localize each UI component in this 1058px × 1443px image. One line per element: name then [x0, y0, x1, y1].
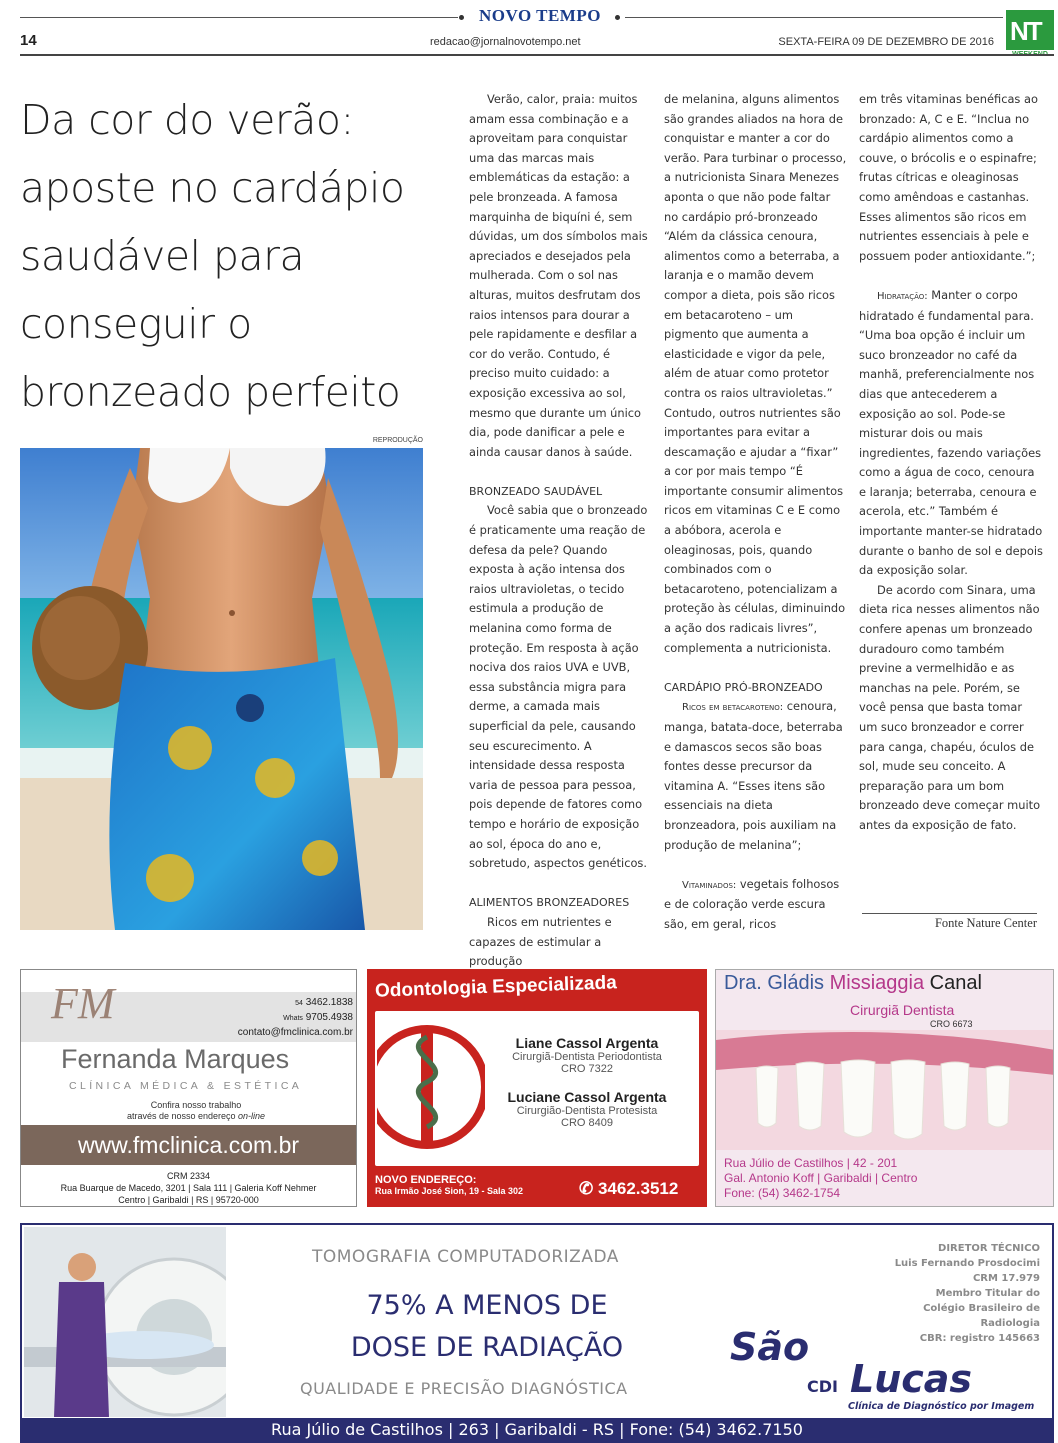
phone-prefix: 54	[295, 1000, 303, 1007]
source-divider	[862, 913, 1037, 914]
fm-tagline: CLÍNICA MÉDICA & ESTÉTICA	[69, 1080, 303, 1092]
dentist-role: Cirurgiã-Dentista Periodontista	[512, 1051, 662, 1063]
name-part: Missiaggia	[829, 972, 925, 994]
cdi-headline-line: 75% A MENOS DE	[366, 1290, 608, 1321]
header-divider	[20, 54, 1054, 56]
article-paragraph	[664, 875, 848, 935]
fm-monogram: FM	[51, 979, 115, 1028]
new-address-label: NOVO ENDEREÇO:	[375, 1174, 477, 1186]
headline-line: conseguir o	[20, 300, 252, 348]
headline-line: saudável para	[20, 232, 305, 280]
article-paragraph	[859, 286, 1043, 581]
addr-line: Gal. Antonio Koff | Garibaldi | Centro	[724, 1171, 918, 1185]
confira-line: Confira nosso trabalho	[150, 1100, 242, 1110]
lead-in: Hidratação:	[877, 290, 928, 302]
dentist-role: Cirurgião-Dentista Protesista	[516, 1105, 658, 1117]
cdi-headline-line: DOSE DE RADIAÇÃO	[350, 1332, 624, 1363]
ad-dra-gladis[interactable]	[715, 969, 1054, 1207]
cdi-logo-cdi: CDI	[807, 1377, 838, 1396]
cdi-director	[852, 1241, 1040, 1346]
confira-line: através de nosso endereço	[126, 1111, 239, 1121]
headline-line: aposte no cardápio	[20, 164, 405, 212]
article-column-3	[859, 90, 1043, 836]
fm-addr-line: Rua Buarque de Macedo, 3201 | Sala 111 | Galeria Koff Nehmer	[60, 1183, 317, 1193]
teeth-image	[716, 1030, 1054, 1150]
odonto-address	[375, 1174, 523, 1196]
fm-confira	[81, 1100, 311, 1122]
whats-label: Whats	[283, 1015, 303, 1022]
gladis-cro: CRO 6673	[930, 1019, 973, 1029]
gladis-phone[interactable]: Fone: (54) 3462-1754	[724, 1186, 841, 1200]
cdi-quality: QUALIDADE E PRECISÃO DIAGNÓSTICA	[300, 1379, 628, 1398]
masthead: NOVO TEMPO	[479, 6, 601, 25]
article-column-1	[469, 90, 653, 972]
online-word: on-line	[238, 1111, 266, 1121]
fm-name: Fernanda Marques	[61, 1044, 290, 1074]
director-label: DIRETOR TÉCNICO	[938, 1243, 1040, 1254]
newsroom-email[interactable]: redacao@jornalnovotempo.net	[430, 36, 581, 48]
dentist-name: Liane Cassol Argenta	[515, 1035, 659, 1051]
gladis-name	[724, 972, 982, 995]
ct-scan-photo	[24, 1227, 226, 1417]
ad-fernanda-marques[interactable]	[20, 969, 357, 1207]
article-headline	[20, 86, 440, 426]
nt-weekend-logo	[1006, 10, 1054, 60]
woman-with-coconut-illustration	[20, 448, 423, 930]
fm-addr-line: Centro | Garibaldi | RS | 95720-000	[118, 1195, 259, 1205]
paragraph-text: Manter o corpo hidratado é fundamental para. “Uma boa opção é incluir um suco bronzeador no café da manhã, preferencialmente nos dias que antecederem a exposição ao sol. Pode-se misturar dois ou mais ingredientes, fazendo variações como a água de coco, cenoura e laranja; beterraba, cenoura e acerola, etc.” Também é importante manter-se hidratado durante o banho de sol e depois da exposição solar.	[859, 287, 1043, 578]
header-dot-right	[615, 15, 620, 20]
headline-line: bronzeado perfeito	[20, 368, 401, 416]
name-part: Dra. Gládis	[724, 972, 830, 994]
cdi-topline: TOMOGRAFIA COMPUTADORIZADA	[312, 1247, 619, 1267]
gladis-address	[724, 1156, 917, 1201]
lead-in: Ricos em betacaroteno:	[682, 702, 784, 714]
article-source: Fonte Nature Center	[934, 916, 1037, 930]
article-paragraph: de melanina, alguns alimentos são grandes aliados na hora de conquistar e manter a cor do verão. Para turbinar o processo, a nutricionista Sinara Menezes aponta o que não pode faltar no cardápio pró-bronzeado “Além da clássica cenoura, alimentos como a beterraba, a laranja e o mamão devem compor a dieta, pois são ricos em betacaroteno – um pigmento que aumenta a elasticidade e vigor da pele, além de atuar como protetor contra os raios ultravioletas.” Contudo, outros nutrientes são importantes para evitar a descamação e ajudar a “fixar” a cor por mais tempo “É importante consumir alimentos ricos em vitaminas C e E como a abóbora, acerola e oleaginosas, pois, quando combinados com o betacaroteno, potencializam a proteção às células, diminuindo a ação dos radicais livres”, complementa a nutricionista.	[664, 92, 847, 655]
member-line: Membro Titular do	[935, 1288, 1040, 1299]
cdi-logo-lucas: Lucas	[850, 1357, 973, 1401]
member-line: Radiologia	[980, 1318, 1040, 1329]
caduceus-icon	[377, 1017, 485, 1157]
director-crm: CRM 17.979	[972, 1273, 1040, 1284]
odonto-phone[interactable]	[579, 1179, 678, 1199]
article-paragraph: De acordo com Sinara, uma dieta rica nesses alimentos não confere apenas um bronzeado duradouro como também previne a vermelhidão e as manchas na pele. Porém, se você pensa que basta tomar um suco bronzeador e correr para canga, chapéu, óculos de sol, mude seu conceito. A preparação para um bom bronzeado deve começar muito antes da exposição de fato.	[859, 582, 1041, 832]
addr-line: Rua Júlio de Castilhos | 42 - 201	[724, 1156, 898, 1170]
gladis-role: Cirurgiã Dentista	[850, 1002, 955, 1018]
cdi-headline	[322, 1285, 652, 1369]
lead-in: Vitaminados:	[682, 879, 737, 891]
fm-whats[interactable]: 9705.4938	[305, 1012, 353, 1023]
article-paragraph: em três vitaminas benéficas ao bronzado: A, C e E. “Inclua no cardápio alimentos como a couve, o brócolis e o espinafre; frutas cítricas e oleaginosas como amêndoas e castanhas. Esses alimentos são ricos em nutrientes essenciais à pele e possuem poder antioxidante.”;	[859, 92, 1038, 263]
fm-contacts	[171, 996, 353, 1040]
fm-url[interactable]: www.fmclinica.com.br	[21, 1125, 356, 1165]
new-address: Rua Irmão José Sion, 19 - Sala 302	[375, 1186, 524, 1196]
beach-photo	[20, 448, 423, 930]
logo-letters: NT	[1010, 16, 1041, 46]
page-number: 14	[20, 32, 37, 49]
ad-cdi-sao-lucas[interactable]	[20, 1223, 1054, 1443]
name-part: Canal	[924, 972, 982, 994]
article-paragraph: Ricos em nutrientes e capazes de estimular a produção	[469, 914, 612, 969]
header-rule-right	[625, 17, 1003, 18]
phone-number: 3462.3512	[597, 1179, 679, 1198]
cbr-registro: CBR: registro 145663	[919, 1333, 1040, 1344]
paragraph-text: cenoura, manga, batata-doce, beterraba e damascos secos são boas fontes desse precursor da vitamina A. “Esses itens são essenciais na dieta bronzeadora, pois auxiliam na produção de melanina”;	[664, 699, 843, 852]
section-subhead: CARDÁPIO PRÓ-BRONZEADO	[664, 680, 823, 694]
section-subhead: BRONZEADO SAUDÁVEL	[469, 484, 603, 498]
phone-icon: ✆	[579, 1179, 598, 1198]
issue-date: SEXTA-FEIRA 09 DE DEZEMBRO DE 2016	[778, 36, 994, 48]
fm-phone[interactable]: 3462.1838	[305, 997, 353, 1008]
photo-credit: REPRODUÇÃO	[372, 437, 423, 444]
cdi-footer-address: Rua Júlio de Castilhos | 263 | Garibaldi - RS | Fone: (54) 3462.7150	[22, 1418, 1052, 1441]
dentist-name: Luciane Cassol Argenta	[507, 1089, 667, 1105]
fm-crm: CRM 2334	[166, 1171, 211, 1181]
article-paragraph: Verão, calor, praia: muitos amam essa combinação e a aproveitam para conquistar uma das marcas mais emblemáticas da estação: a pele bronzeada. A famosa marquinha de biquíni é, sem dúvidas, um dos símbolos mais apreciados e desejados pela mulherada. Com o sol nas alturas, muitos desfrutam dos raios intensos para dourar a pele rapidamente e desfilar a cor do verão. Contudo, é preciso muito cuidado: a exposição excessiva ao sol, mesmo que durante um único dia, pode danificar a pele e ainda causar danos à saúde.	[469, 92, 648, 459]
article-column-2	[664, 90, 848, 935]
header-dot-left	[459, 15, 464, 20]
section-subhead: ALIMENTOS BRONZEADORES	[469, 896, 630, 910]
article-paragraph: Você sabia que o bronzeado é praticamente uma reação de defesa da pele? Quando exposta à ação intensa dos raios ultravioletas, o tecido estimula a produção de melanina como forma de proteção. Em resposta à ação nociva dos raios UVA e UVB, essa substância migra para derme, a camada mais superficial da pele, causando seu escurecimento. A intensidade dessa resposta varia de pessoa para pessoa, pois depende de fatores como tempo e horário de exposição ao sol, época do ano e, sobretudo, aspectos genéticos.	[469, 503, 648, 871]
fm-email[interactable]: contato@fmclinica.com.br	[237, 1027, 353, 1038]
cdi-logo-sao: São	[730, 1325, 810, 1369]
odonto-dentists	[487, 1035, 687, 1129]
ad-odontologia[interactable]	[367, 969, 707, 1207]
fm-address	[31, 1170, 346, 1206]
headline-line: Da cor do verão:	[20, 96, 354, 144]
paragraph-text: vegetais folhosos e de coloração verde escura são, em geral, ricos	[664, 876, 840, 931]
dentist-cro: CRO 7322	[561, 1063, 613, 1075]
member-line: Colégio Brasileiro de	[923, 1303, 1040, 1314]
director-name: Luis Fernando Prosdocimi	[894, 1258, 1040, 1269]
header-rule-left	[20, 17, 458, 18]
cdi-logo-sub: Clínica de Diagnóstico por Imagem	[848, 1401, 1035, 1412]
article-paragraph	[664, 697, 848, 855]
odonto-title: Odontologia Especializada	[374, 972, 618, 1002]
dentist-cro: CRO 8409	[561, 1117, 613, 1129]
